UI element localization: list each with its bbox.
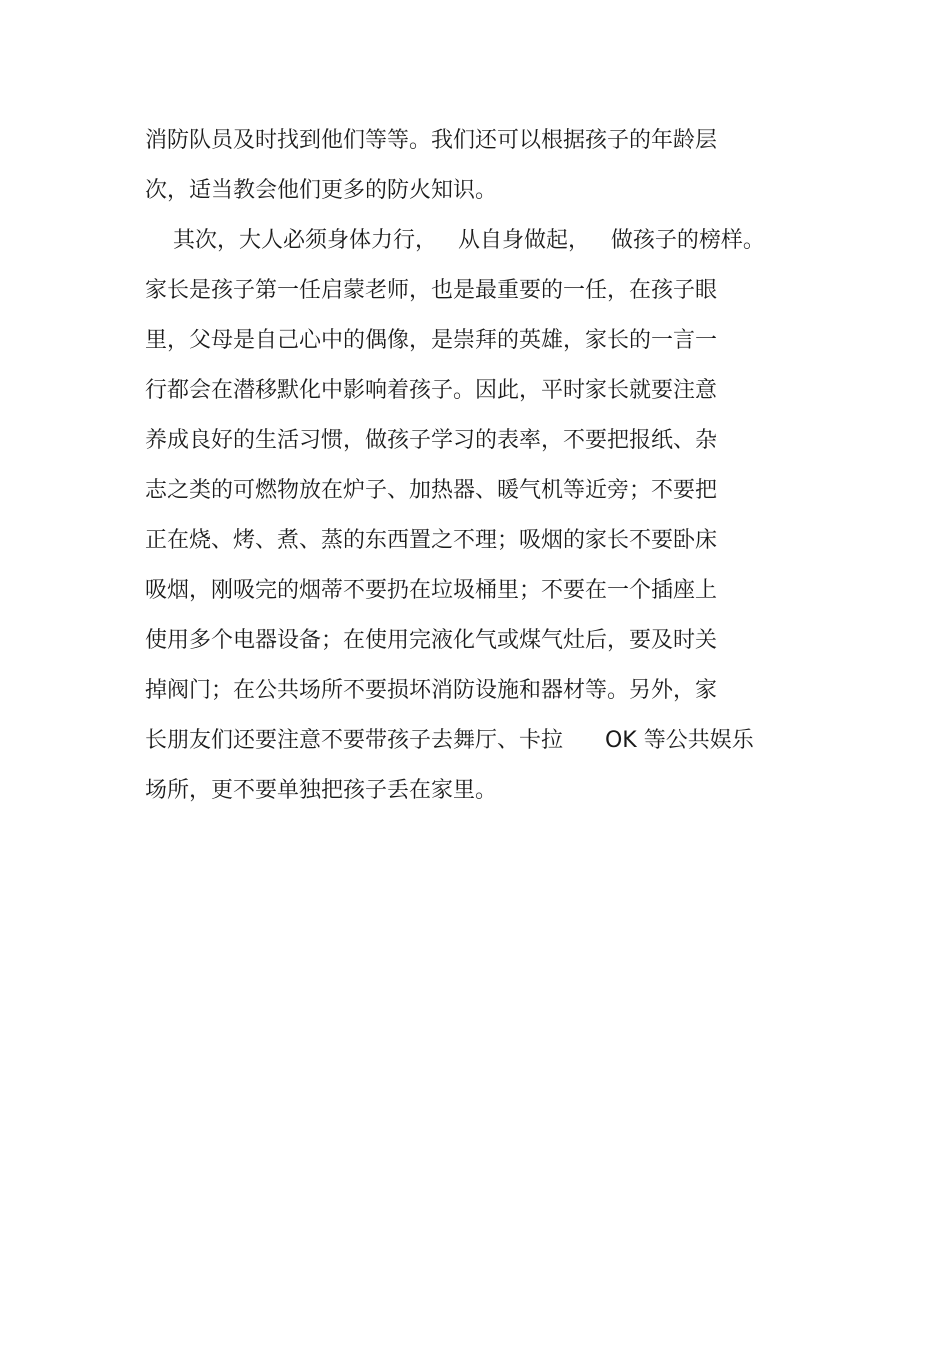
text-line: 行都会在潜移默化中影响着孩子。因此，平时家长就要注意 — [145, 378, 718, 403]
text-line: 次，适当教会他们更多的防火知识。 — [145, 178, 498, 203]
text-line: 其次，大人必须身体力行， 从自身做起， 做孩子的榜样。 — [145, 228, 765, 253]
text-line: 掉阀门；在公共场所不要损坏消防设施和器材等。另外，家 — [145, 678, 718, 703]
text-line: 使用多个电器设备；在使用完液化气或煤气灶后，要及时关 — [145, 628, 718, 653]
text-line: 正在烧、烤、煮、蒸的东西置之不理；吸烟的家长不要卧床 — [145, 528, 718, 553]
text-line: 里，父母是自己心中的偶像，是崇拜的英雄，家长的一言一 — [145, 328, 718, 353]
text-line: 养成良好的生活习惯，做孩子学习的表率，不要把报纸、杂 — [145, 428, 718, 453]
text-line: 志之类的可燃物放在炉子、加热器、暖气机等近旁；不要把 — [145, 478, 718, 503]
text-line: 场所，更不要单独把孩子丢在家里。 — [145, 778, 498, 803]
text-line: 长朋友们还要注意不要带孩子去舞厅、卡拉 OK 等公共娱乐 — [145, 728, 754, 753]
text-line: 吸烟，刚吸完的烟蒂不要扔在垃圾桶里；不要在一个插座上 — [145, 578, 718, 603]
text-line: 家长是孩子第一任启蒙老师，也是最重要的一任，在孩子眼 — [145, 278, 718, 303]
body-text — [145, 122, 825, 822]
text-line: 消防队员及时找到他们等等。我们还可以根据孩子的年龄层 — [145, 128, 718, 153]
